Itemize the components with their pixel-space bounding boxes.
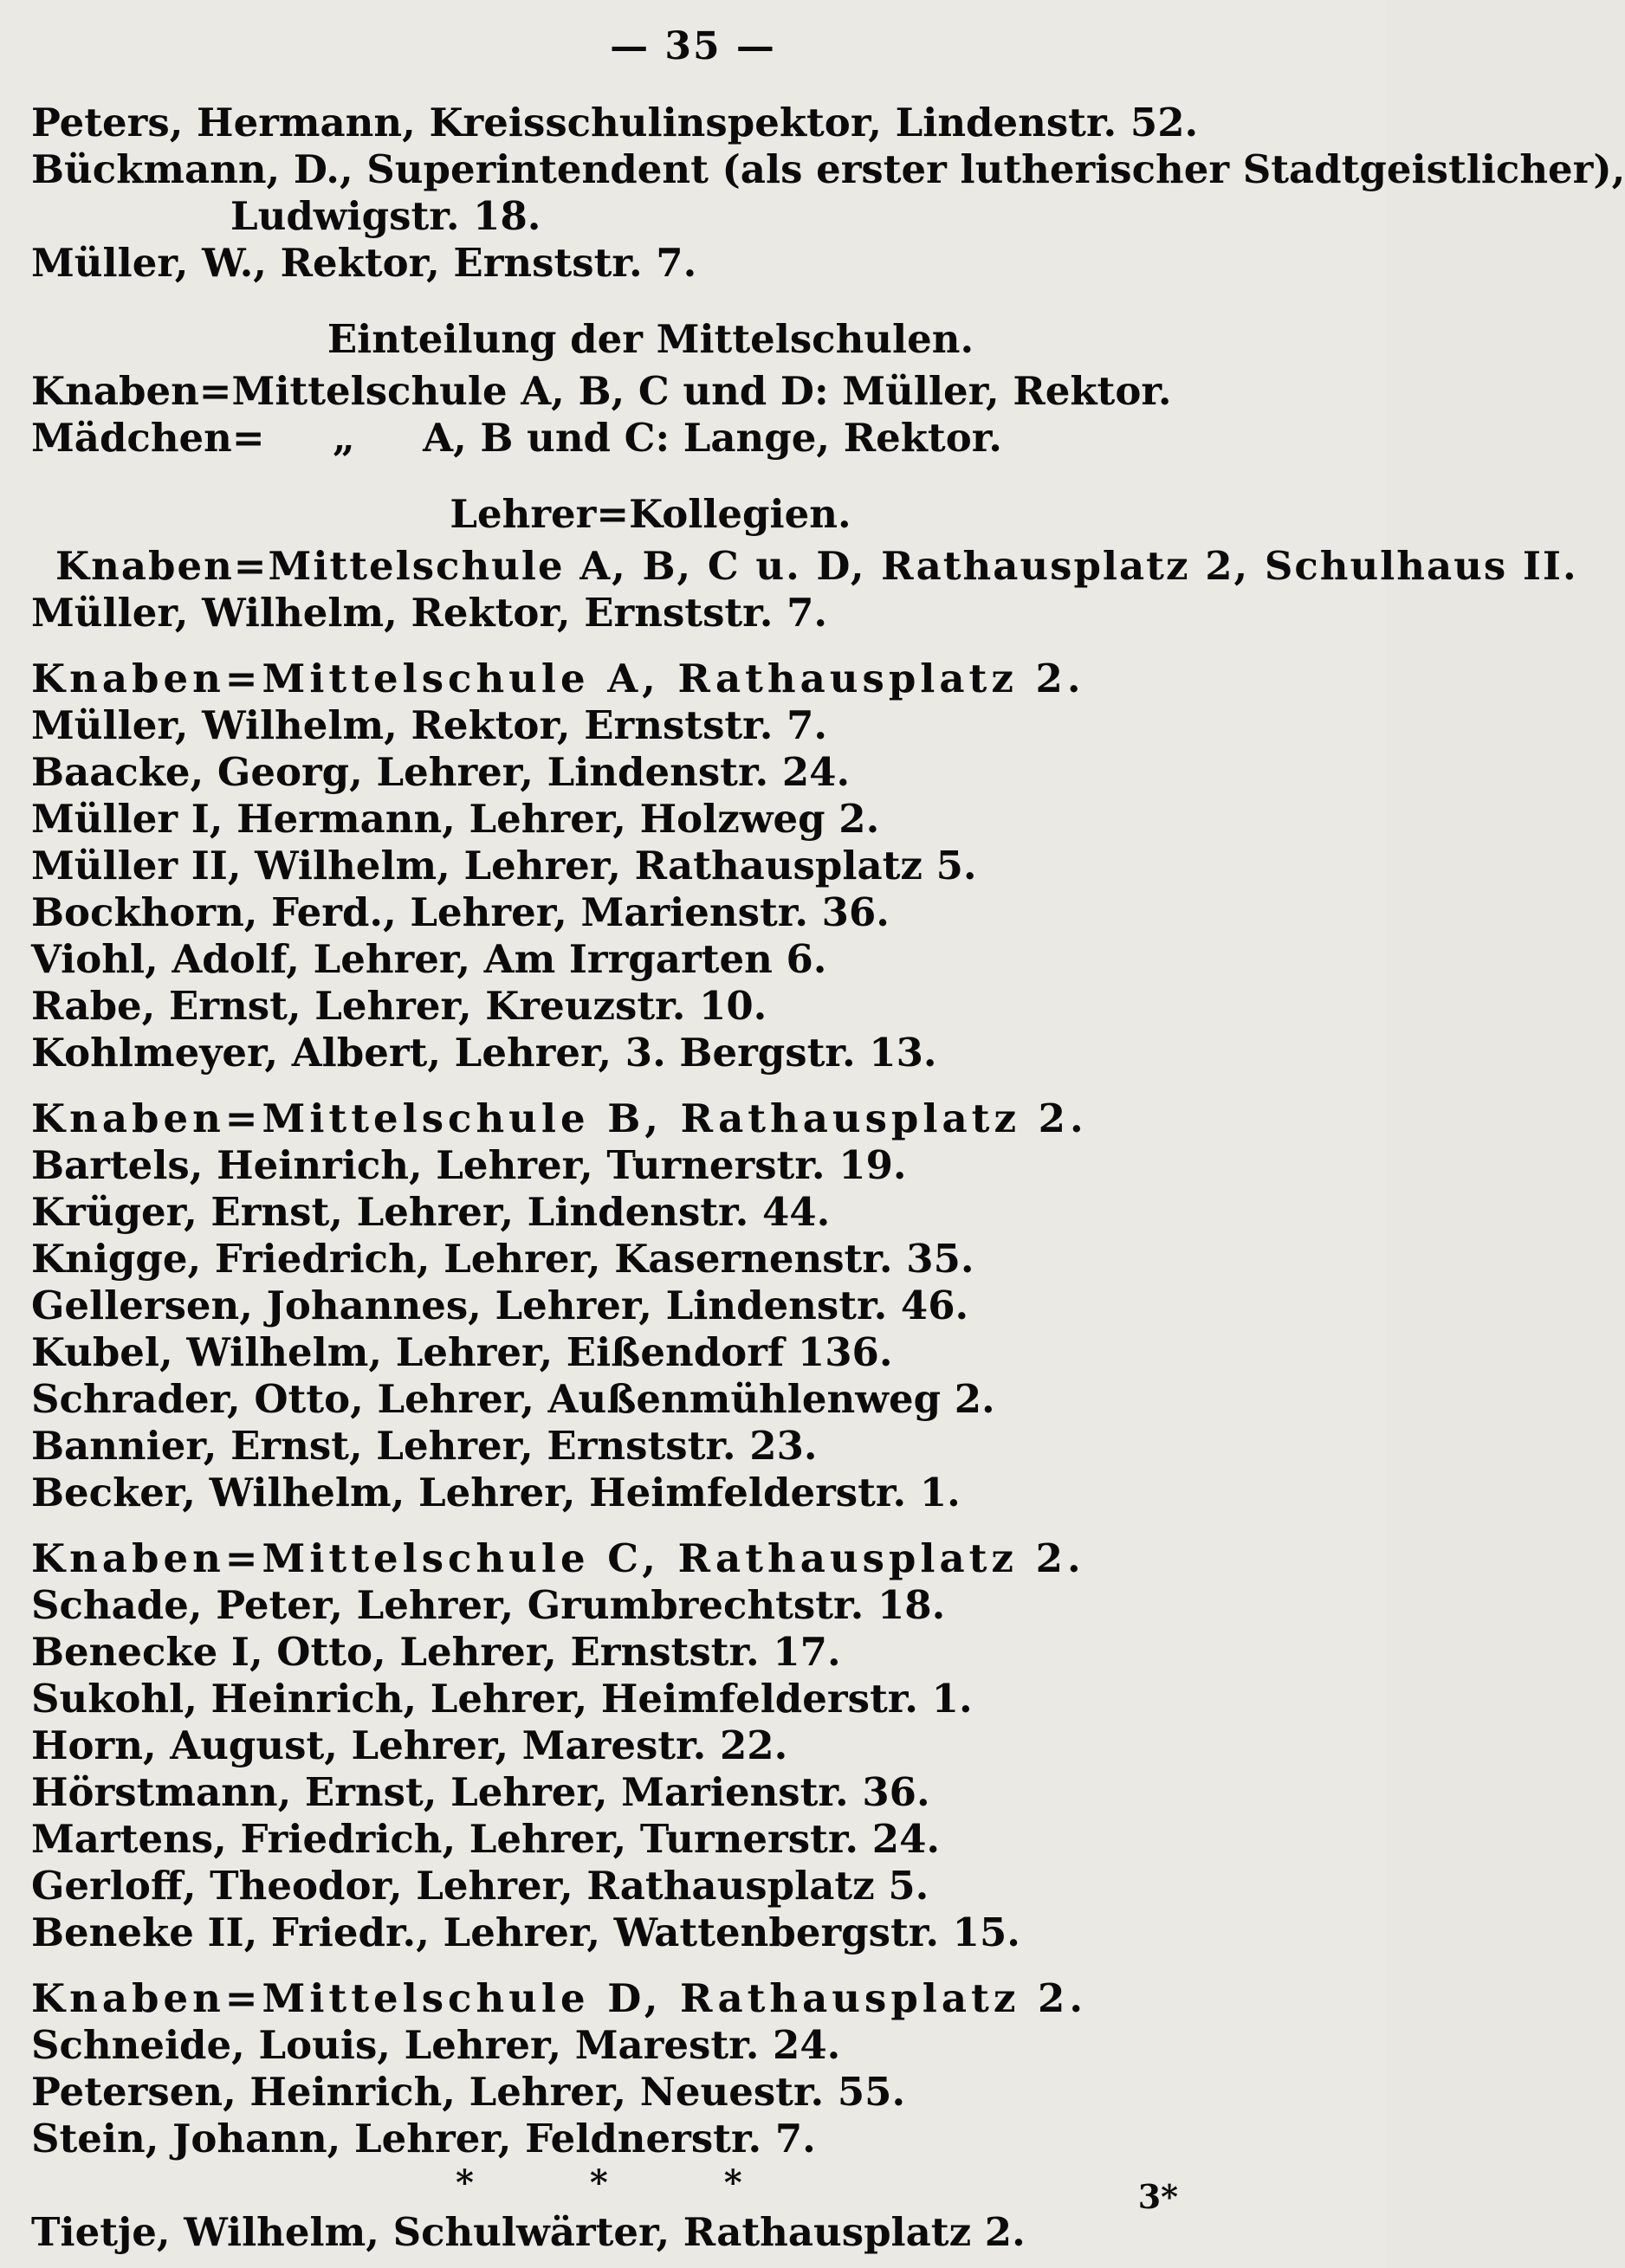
teacher-entry: Sukohl, Heinrich, Lehrer, Heimfelderstr. 1. <box>31 1676 973 1722</box>
teacher-entry: Stein, Johann, Lehrer, Feldnerstr. 7. <box>31 2116 816 2161</box>
intro-line: Ludwigstr. 18. <box>230 193 541 239</box>
teacher-entry: Müller II, Wilhelm, Lehrer, Rathausplatz 5. <box>31 843 977 888</box>
teacher-entry: Müller I, Hermann, Lehrer, Holzweg 2. <box>31 796 880 842</box>
teacher-entry: Bockhorn, Ferd., Lehrer, Marienstr. 36. <box>31 889 890 935</box>
teacher-entry: Benecke I, Otto, Lehrer, Ernststr. 17. <box>31 1629 841 1675</box>
division-row: Knaben=Mittelschule A, B, C und D: Müller, Rektor. <box>31 368 1172 414</box>
teacher-entry: Knigge, Friedrich, Lehrer, Kasernenstr. 35. <box>31 1236 974 1282</box>
teacher-entry: Viohl, Adolf, Lehrer, Am Irrgarten 6. <box>31 936 827 982</box>
asterism <box>31 2162 1270 2209</box>
teacher-entry: Bannier, Ernst, Lehrer, Ernststr. 23. <box>31 1423 818 1469</box>
teacher-entry: Schade, Peter, Lehrer, Grumbrechtstr. 18. <box>31 1582 946 1628</box>
signature-mark: 3* <box>1137 2177 1178 2216</box>
teacher-entry: Krüger, Ernst, Lehrer, Lindenstr. 44. <box>31 1189 831 1235</box>
school-title-d: Knaben=Mittelschule D, Rathausplatz 2. <box>31 1975 1088 2021</box>
teacher-entry: Schneide, Louis, Lehrer, Marestr. 24. <box>31 2022 841 2068</box>
intro-line: Müller, W., Rektor, Ernststr. 7. <box>31 240 697 286</box>
page-content <box>31 100 1625 2256</box>
teacher-entry: Horn, August, Lehrer, Marestr. 22. <box>31 1722 788 1768</box>
teacher-entry: Baacke, Georg, Lehrer, Lindenstr. 24. <box>31 749 851 795</box>
intro-line: Bückmann, D., Superintendent (als erster lutherischer Stadtgeistlicher), <box>31 146 1625 192</box>
teacher-entry: Kubel, Wilhelm, Lehrer, Eißendorf 136. <box>31 1329 893 1375</box>
college-head: Müller, Wilhelm, Rektor, Ernststr. 7. <box>31 590 828 636</box>
teacher-entry: Kohlmeyer, Albert, Lehrer, 3. Bergstr. 13. <box>31 1030 937 1076</box>
teacher-entry: Müller, Wilhelm, Rektor, Ernststr. 7. <box>31 702 828 748</box>
teacher-entry: Gellersen, Johannes, Lehrer, Lindenstr. 46. <box>31 1283 969 1328</box>
teacher-entry: Martens, Friedrich, Lehrer, Turnerstr. 24. <box>31 1816 941 1862</box>
school-title-a: Knaben=Mittelschule A, Rathausplatz 2. <box>31 656 1085 701</box>
division-heading: Einteilung der Mittelschulen. <box>327 316 974 362</box>
teacher-entry: Rabe, Ernst, Lehrer, Kreuzstr. 10. <box>31 983 767 1029</box>
teacher-entry: Bartels, Heinrich, Lehrer, Turnerstr. 19. <box>31 1142 907 1188</box>
teacher-entry: Petersen, Heinrich, Lehrer, Neuestr. 55. <box>31 2069 906 2115</box>
asterism-text: * * * <box>456 2162 794 2203</box>
teacher-entry: Becker, Wilhelm, Lehrer, Heimfelderstr. 1. <box>31 1470 961 1515</box>
school-title-b: Knaben=Mittelschule B, Rathausplatz 2. <box>31 1095 1088 1141</box>
teacher-entry: Hörstmann, Ernst, Lehrer, Marienstr. 36. <box>31 1769 930 1815</box>
janitor-entry: Tietje, Wilhelm, Schulwärter, Rathausplatz 2. <box>31 2209 1026 2255</box>
intro-line: Peters, Hermann, Kreisschulinspektor, Lindenstr. 52. <box>31 100 1199 145</box>
teacher-entry: Beneke II, Friedr., Lehrer, Wattenbergstr. 15. <box>31 1909 1020 1955</box>
teacher-entry: Gerloff, Theodor, Lehrer, Rathausplatz 5. <box>31 1863 929 1909</box>
page-number: — 35 — <box>610 24 776 68</box>
division-row: Mädchen= „ A, B und C: Lange, Rektor. <box>31 415 1002 461</box>
school-title-c: Knaben=Mittelschule C, Rathausplatz 2. <box>31 1535 1085 1581</box>
teacher-entry: Schrader, Otto, Lehrer, Außenmühlenweg 2. <box>31 1376 995 1422</box>
college-school-line: Knaben=Mittelschule A, B, C u. D, Rathausplatz 2, Schulhaus II. <box>55 543 1578 589</box>
college-heading: Lehrer=Kollegien. <box>450 491 851 537</box>
